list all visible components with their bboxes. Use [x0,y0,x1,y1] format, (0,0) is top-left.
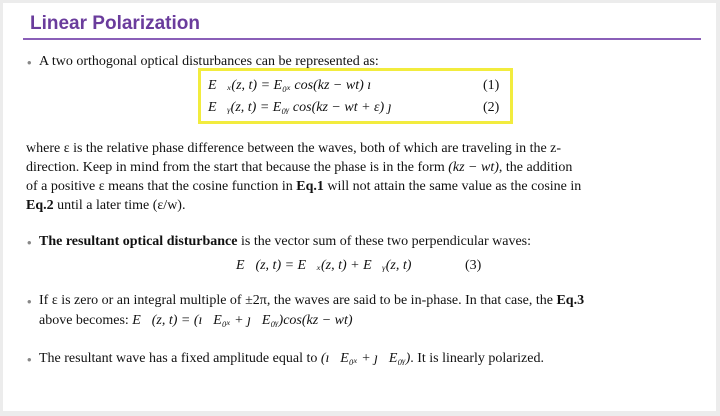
amplitude-expression: (ı⃗E₀ₓ + ȷ⃗E₀ᵧ) [320,351,411,366]
bullet-marker: • [27,55,32,70]
bullet-marker: • [27,352,32,367]
eq2-reference: Eq.2 [26,198,54,213]
bullet-marker: • [27,235,32,250]
bullet-4-text: The resultant wave has a fixed amplitude equal to (ı⃗E₀ₓ + ȷ⃗E₀ᵧ). It is linearly polarized. [39,351,544,366]
paragraph-line-1: where ε is the relative phase difference between the waves, both of which are traveling in the z- [26,141,562,156]
equation-1-number: (1) [483,78,500,93]
eq1-reference: Eq.1 [296,179,324,194]
slide [3,3,716,411]
paragraph-line-2: direction. Keep in mind from the start that because the phase is in the form (kz − wt), the addition [26,160,573,175]
bullet-3-line-1: If ε is zero or an integral multiple of ±2π, the waves are said to be in-phase. In that case, the Eq.3 [39,293,585,308]
bullet-marker: • [27,294,32,309]
equation-2: E⃗ᵧ(z, t) = E₀ᵧ cos(kz − wt + ε) ȷ⃗ [208,100,403,115]
paragraph-line-4: Eq.2 until a later time (ε/w). [26,198,186,213]
bullet-2-text: The resultant optical disturbance is the vector sum of these two perpendicular waves: [39,234,532,249]
equation-3: E⃗(z, t) = E⃗ₓ(z, t) + E⃗ᵧ(z, t) [236,258,412,273]
equation-2-number: (2) [483,100,500,115]
phase-expression: (kz − wt) [448,160,499,175]
title-divider [23,38,701,40]
resultant-equation: E⃗(z, t) = (ı⃗E₀ₓ + ȷ⃗E₀ᵧ)cos(kz − wt) [132,313,353,328]
eq3-reference: Eq.3 [556,293,585,308]
bullet-2-bold: The resultant optical disturbance [39,234,238,249]
equation-3-number: (3) [465,258,482,273]
slide-title: Linear Polarization [30,13,200,34]
bullet-1-text: A two orthogonal optical disturbances can be represented as: [39,54,379,69]
bullet-3-line-2: above becomes: E⃗(z, t) = (ı⃗E₀ₓ + ȷ⃗E₀ᵧ)cos(kz − wt) [39,313,353,328]
equation-1: E⃗ₓ(z, t) = E₀ₓ cos(kz − wt) ı⃗ [208,78,383,93]
paragraph-line-3: of a positive ε means that the cosine function in Eq.1 will not attain the same value as the cosine in [26,179,582,194]
